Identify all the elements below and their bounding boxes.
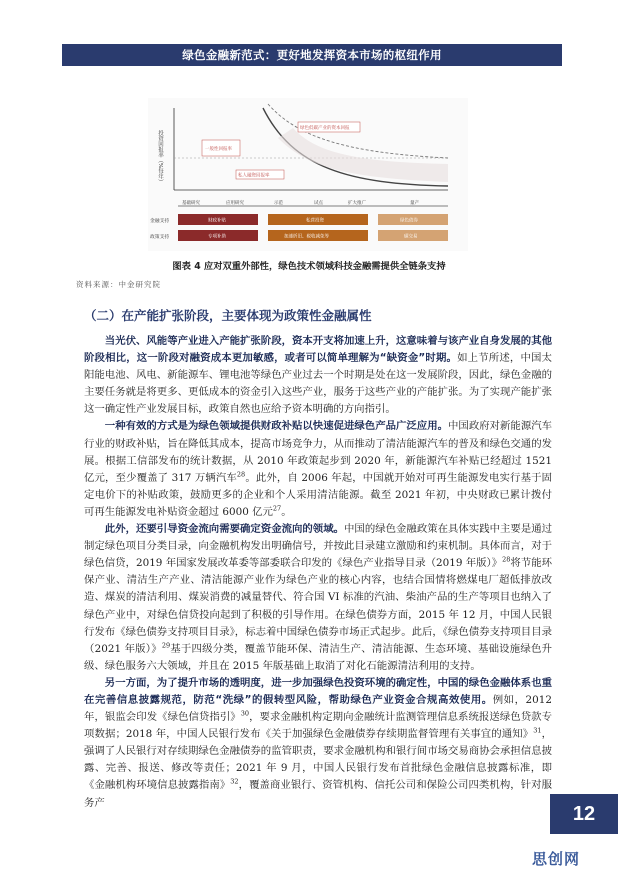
paragraph-4-text-4: ，覆盖商业银行、资管机构、信托公司和保险公司四类机构，针对服务产 <box>84 779 553 809</box>
finance-box-3-label: 绿色债券 <box>400 218 418 224</box>
paragraph-4-text-2: ，要求金融机构定期向金融统计监测管理信息系统报送绿色贷款专项数据；2018 年，中国人民银行发布《关于加强绿色金融债券存续期监督管理有关事宜的通知》 <box>84 711 553 741</box>
middle-curve-label: 一般性回报率 <box>205 147 232 152</box>
header-banner <box>62 44 562 66</box>
footnote-ref: 32 <box>230 777 239 786</box>
paragraph-4 <box>84 675 552 812</box>
paragraph-2 <box>84 418 552 521</box>
paragraph-1-lead: 当光伏、风能等产业进入产能扩张阶段，资本开支将加速上升，这意味着与该产业自身发展的其他阶段相比，这一阶段对融资成本更加敏感，或者可以简单理解为“缺资金”时期。 <box>84 335 552 365</box>
figure-diagram <box>148 98 468 251</box>
paragraph-3-text-3: 基于四级分类，覆盖节能环保、清洁生产、清洁能源、生态环境、基础设施绿色升级、绿色服务六大领域，并且在 2015 年版基础上取消了对化石能源清洁利用的支持。 <box>84 642 553 672</box>
footnote-ref: 29 <box>161 641 171 650</box>
body-text <box>84 333 552 812</box>
paragraph-2-text-3: 。 <box>281 505 292 518</box>
paragraph-1-text: 如上节所述，中国太阳能电池、风电、新能源车、锂电池等绿色产业过去一个时期是处在这一发展阶段，因此，绿色金融的主要任务就是将更多、更低成本的资金引入这些产业，服务于这些产业的产能扩张。为了实现产能扩张这一确定性产业发展目标，政策自然也应给予资本明确的方向指引。 <box>84 352 553 416</box>
lower-curve-label: 私人融资回报率 <box>238 173 270 179</box>
paragraph-4-text: 例如，2012 年，银监会印发《绿色信贷指引》 <box>84 693 552 724</box>
footnote-ref: 28 <box>502 555 511 564</box>
policy-box-2-label: 加速折旧、税收减免等 <box>284 234 329 240</box>
row-label-finance: 金融支持 <box>150 219 170 224</box>
paragraph-2-text: 中国政府对新能源汽车行业的财政补贴，旨在降低其成本，提高市场竞争力，从而推动了清洁能源汽车的普及和绿色交通的发展。根据工信部发布的统计数据，从 2010 年政策起步到 2020 年，新能源汽车补贴已经超过 1521 亿元，至少覆盖了 317 万辆汽车 <box>84 420 553 484</box>
finance-box-1-label: 财政补贴 <box>208 218 226 224</box>
policy-box-3-label: 碳交易 <box>404 234 418 240</box>
figure-ylabel: 投资回报率（%每年） <box>157 130 163 185</box>
stage-2: 示范 <box>274 201 283 206</box>
stage-3: 试点 <box>314 201 323 206</box>
footnote-ref: 31 <box>533 726 542 735</box>
row-label-policy: 政策支持 <box>150 235 170 240</box>
paragraph-1 <box>84 333 552 418</box>
stage-5: 量产 <box>410 201 419 206</box>
paragraph-3 <box>84 521 552 675</box>
watermark-logo: 思创网 <box>532 850 581 868</box>
paragraph-4-lead: 另一方面，为了提升市场的透明度，进一步加强绿色投资环境的确定性，中国的绿色金融体系也重在完善信息披露规范，防范“洗绿”的假转型风险，帮助绿色产业资金合规高效使用。 <box>84 676 552 706</box>
paragraph-3-text: 中国的绿色金融政策在具体实践中主要是通过制定绿色项目分类目录，向金融机构发出明确信号，并按此目录建立激励和约束机制。具体而言，对于绿色信贷，2019 年国家发展改革委等部委联合印发的《绿色产业指导目录（2019 年版）》 <box>84 523 553 570</box>
paragraph-3-lead: 此外，还要引导资金流向需要确定资金流向的领域。 <box>104 523 345 536</box>
policy-box-1-label: 专项补助 <box>208 234 226 240</box>
page-number: 12 <box>550 794 618 834</box>
figure-caption: 图表 4 应对双重外部性，绿色技术领域科技金融需提供全链条支持 <box>172 261 446 272</box>
stage-1: 应用研究 <box>226 201 244 206</box>
stage-0: 基础研究 <box>182 201 200 206</box>
footnote-ref: 28 <box>236 470 246 479</box>
financing-chain-diagram <box>148 98 468 251</box>
header-title: 绿色金融新范式：更好地发挥资本市场的枢纽作用 <box>182 48 442 62</box>
paragraph-2-text-2: 。此外，自 2006 年起，中国就开始对可再生能源发电实行基于固定电价下的补贴政策，鼓励更多的企业和个人采用清洁能源。截至 2021 年初，中央财政已累计拨付可再生能源发电补贴资金超过 6000 亿元 <box>84 471 552 518</box>
finance-box-2-label: 私营投资 <box>306 218 324 224</box>
stage-4: 扩大推广 <box>348 201 366 206</box>
paragraph-2-lead: 一种有效的方式是为绿色领域提供财政补贴以快速促进绿色产品广泛应用。 <box>104 420 449 433</box>
upper-curve-label: 绿色低碳产业的资本回报 <box>300 126 350 131</box>
section-title: （二）在产能扩张阶段，主要体现为政策性金融属性 <box>84 308 372 323</box>
figure-source: 资料来源：中金研究院 <box>76 280 161 289</box>
paragraph-3-text-2: 将节能环保产业、清洁生产产业、清洁能源产业作为绿色产业的核心内容，也结合国情将燃煤电厂超低排放改造、煤炭的清洁利用、煤炭消费的减量替代、符合国 VI 标准的汽油、柴油产品的生产等项目也纳入了绿色产业中，对绿色信贷投向起到了积极的引导作用。在绿色债券方面，2015 年 12 月，中国人民银行发布《绿色债券支持项目目录》，标志着中国绿色债券市场正式起步。此后，《绿色债券支持项目目录（2021 年版）》 <box>84 557 553 655</box>
footnote-ref: 27 <box>272 504 282 513</box>
footnote-ref: 30 <box>240 709 250 718</box>
paragraph-4-text-3: ，强调了人民银行对存续期绿色金融债券的监管职责，要求金融机构和银行间市场交易商协会承担信息披露、完善、报送、修改等责任；2021 年 9 月，中国人民银行发布首批绿色金融信息披露标准，即《金融机构环境信息披露指南》 <box>84 728 553 792</box>
